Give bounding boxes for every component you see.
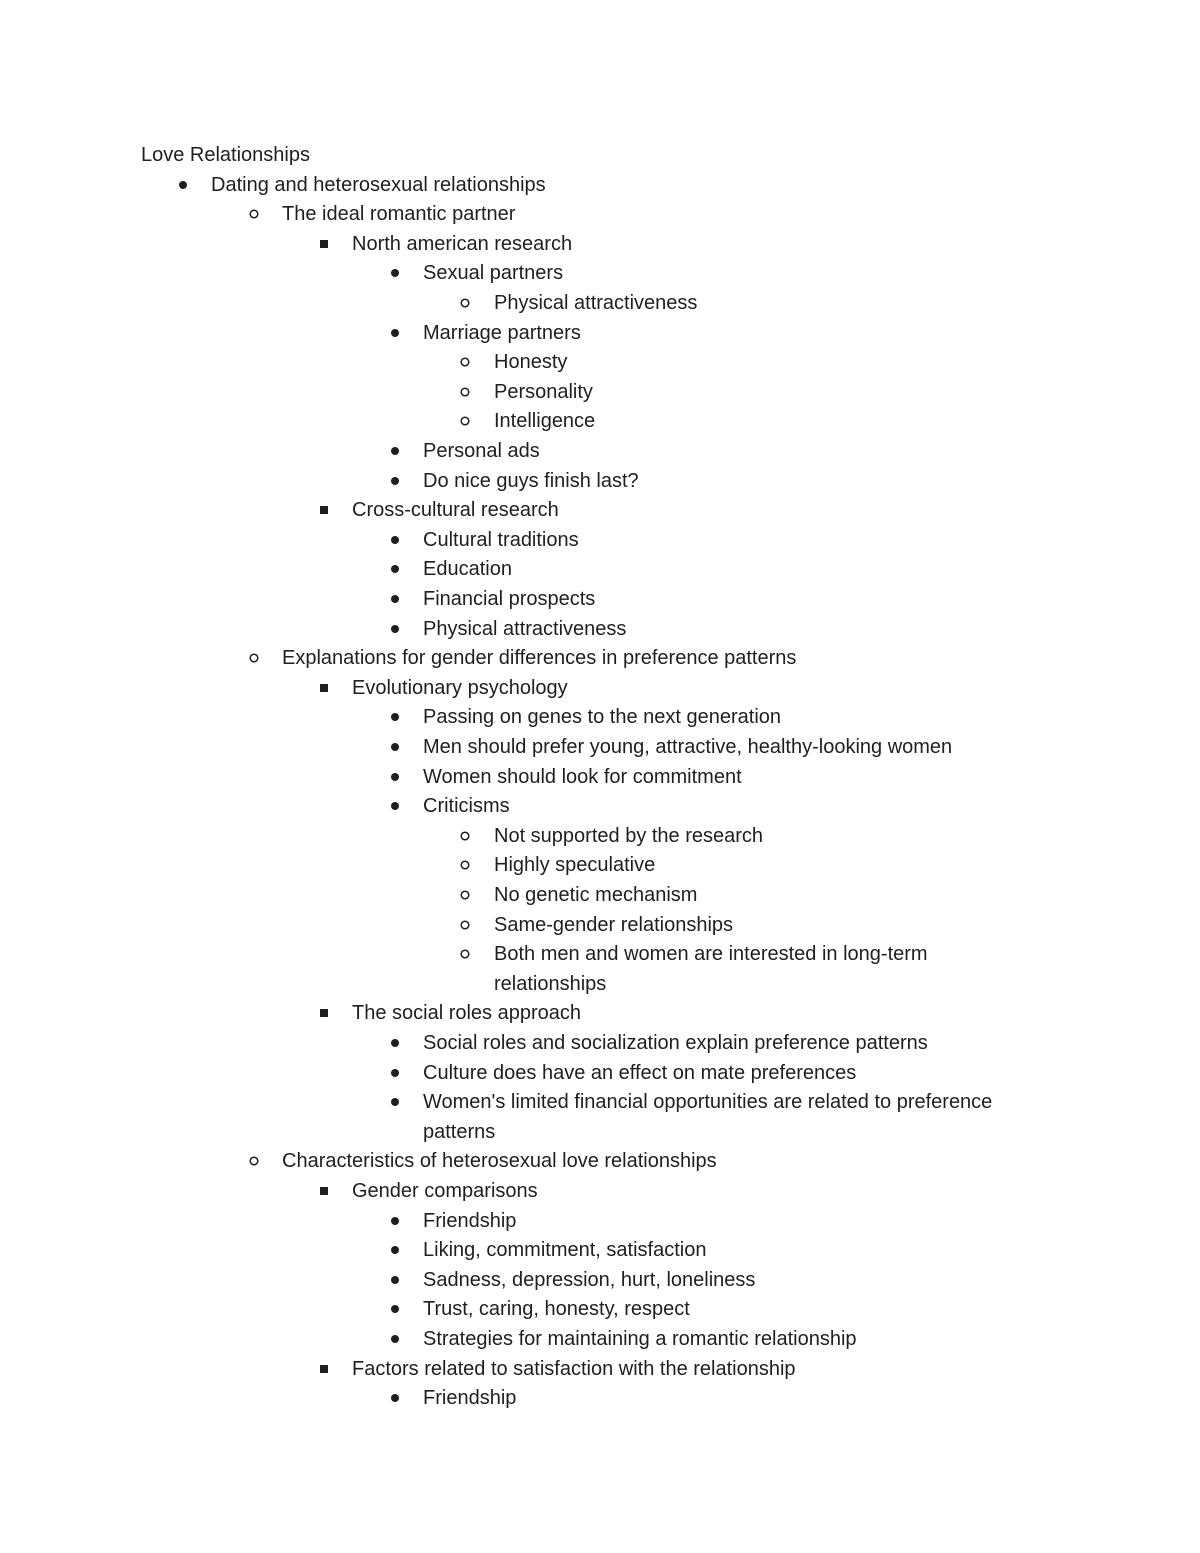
hollow-circle-bullet-icon (450, 347, 480, 377)
outline-item-level-4: Friendship (423, 1387, 517, 1410)
outline-item-level-4: Education (423, 558, 512, 581)
hollow-circle-bullet-icon (450, 939, 480, 969)
outline-item-level-5: No genetic mechanism (494, 884, 698, 906)
hollow-circle-bullet-icon (450, 377, 480, 407)
outline-item-level-5: Not supported by the research (494, 824, 764, 847)
outline-item-level-4: Sadness, depression, hurt, loneliness (423, 1268, 756, 1291)
outline-item-level-4: Social roles and socialization explain preference patterns (423, 1032, 928, 1054)
outline-item-level-2: Characteristics of heterosexual love relationships (282, 1150, 717, 1173)
filled-circle-bullet-icon (380, 466, 410, 496)
filled-circle-bullet-icon (380, 1058, 410, 1088)
filled-square-bullet-icon (309, 229, 339, 259)
outline-item-level-4: Sexual partners (423, 262, 564, 285)
outline-item-level-4: Physical attractiveness (423, 617, 627, 640)
outline-item-level-5: Both men and women are interested in long-term (494, 943, 928, 966)
outline-item-level-3: Factors related to satisfaction with the relationship (352, 1357, 796, 1380)
outline-item-level-4: patterns (423, 1120, 496, 1143)
hollow-circle-bullet-icon (239, 643, 269, 673)
outline-item-level-3: North american research (352, 232, 573, 255)
outline-item-level-5: Same-gender relationships (494, 913, 734, 936)
outline-item-level-2: Explanations for gender differences in preference patterns (282, 647, 797, 670)
outline-item-level-5: Intelligence (494, 410, 596, 433)
hollow-circle-bullet-icon (450, 850, 480, 880)
outline-item-level-5: relationships (494, 972, 607, 995)
filled-circle-bullet-icon (168, 170, 198, 200)
outline-item-level-3: Gender comparisons (352, 1180, 538, 1202)
outline-item-level-4: Women should look for commitment (423, 765, 742, 788)
outline-item-level-4: Cultural traditions (423, 528, 579, 551)
filled-circle-bullet-icon (380, 791, 410, 821)
filled-circle-bullet-icon (380, 702, 410, 732)
outline-item-level-4: Marriage partners (423, 321, 581, 344)
outline-item-level-4: Strategies for maintaining a romantic relationship (423, 1328, 857, 1350)
filled-square-bullet-icon (309, 673, 339, 703)
filled-circle-bullet-icon (380, 318, 410, 348)
hollow-circle-bullet-icon (239, 1146, 269, 1176)
outline-item-level-4: Criticisms (423, 795, 510, 818)
filled-circle-bullet-icon (380, 1028, 410, 1058)
filled-square-bullet-icon (309, 495, 339, 525)
outline-item-level-1: Dating and heterosexual relationships (211, 173, 546, 196)
filled-circle-bullet-icon (380, 1206, 410, 1236)
outline-item-level-3: The social roles approach (352, 1002, 582, 1025)
filled-square-bullet-icon (309, 1176, 339, 1206)
filled-circle-bullet-icon (380, 525, 410, 555)
filled-circle-bullet-icon (380, 732, 410, 762)
outline-item-level-4: Financial prospects (423, 588, 596, 610)
outline-item-level-4: Passing on genes to the next generation (423, 706, 782, 729)
filled-circle-bullet-icon (380, 762, 410, 792)
outline-item-level-4: Culture does have an effect on mate preferences (423, 1061, 857, 1084)
outline-item-level-4: Trust, caring, honesty, respect (423, 1298, 690, 1321)
outline-item-level-4: Men should prefer young, attractive, healthy-looking women (423, 736, 953, 758)
filled-circle-bullet-icon (380, 436, 410, 466)
hollow-circle-bullet-icon (450, 880, 480, 910)
filled-circle-bullet-icon (380, 1383, 410, 1413)
filled-circle-bullet-icon (380, 1265, 410, 1295)
filled-circle-bullet-icon (380, 614, 410, 644)
outline-item-level-3: Cross-cultural research (352, 499, 559, 522)
filled-square-bullet-icon (309, 1354, 339, 1384)
outline-item-level-5: Honesty (494, 351, 568, 374)
outline-item-level-3: Evolutionary psychology (352, 676, 568, 699)
filled-circle-bullet-icon (380, 1235, 410, 1265)
hollow-circle-bullet-icon (450, 910, 480, 940)
filled-circle-bullet-icon (380, 584, 410, 614)
outline-item-level-4: Liking, commitment, satisfaction (423, 1239, 707, 1262)
filled-circle-bullet-icon (380, 1294, 410, 1324)
filled-circle-bullet-icon (380, 1324, 410, 1354)
hollow-circle-bullet-icon (450, 821, 480, 851)
filled-circle-bullet-icon (380, 258, 410, 288)
hollow-circle-bullet-icon (239, 199, 269, 229)
outline-item-level-2: The ideal romantic partner (282, 203, 516, 226)
outline-item-level-4: Personal ads (423, 440, 540, 462)
hollow-circle-bullet-icon (450, 288, 480, 318)
outline-item-level-5: Physical attractiveness (494, 292, 698, 314)
outline-item-level-4: Do nice guys finish last? (423, 469, 639, 492)
outline-item-level-4: Friendship (423, 1209, 517, 1232)
filled-circle-bullet-icon (380, 1087, 410, 1117)
outline-item-level-5: Personality (494, 380, 593, 403)
document-title: Love Relationships (141, 144, 310, 166)
filled-square-bullet-icon (309, 998, 339, 1028)
filled-circle-bullet-icon (380, 554, 410, 584)
outline-item-level-4: Women's limited financial opportunities are related to preference (423, 1091, 993, 1114)
hollow-circle-bullet-icon (450, 406, 480, 436)
outline-item-level-5: Highly speculative (494, 854, 656, 877)
